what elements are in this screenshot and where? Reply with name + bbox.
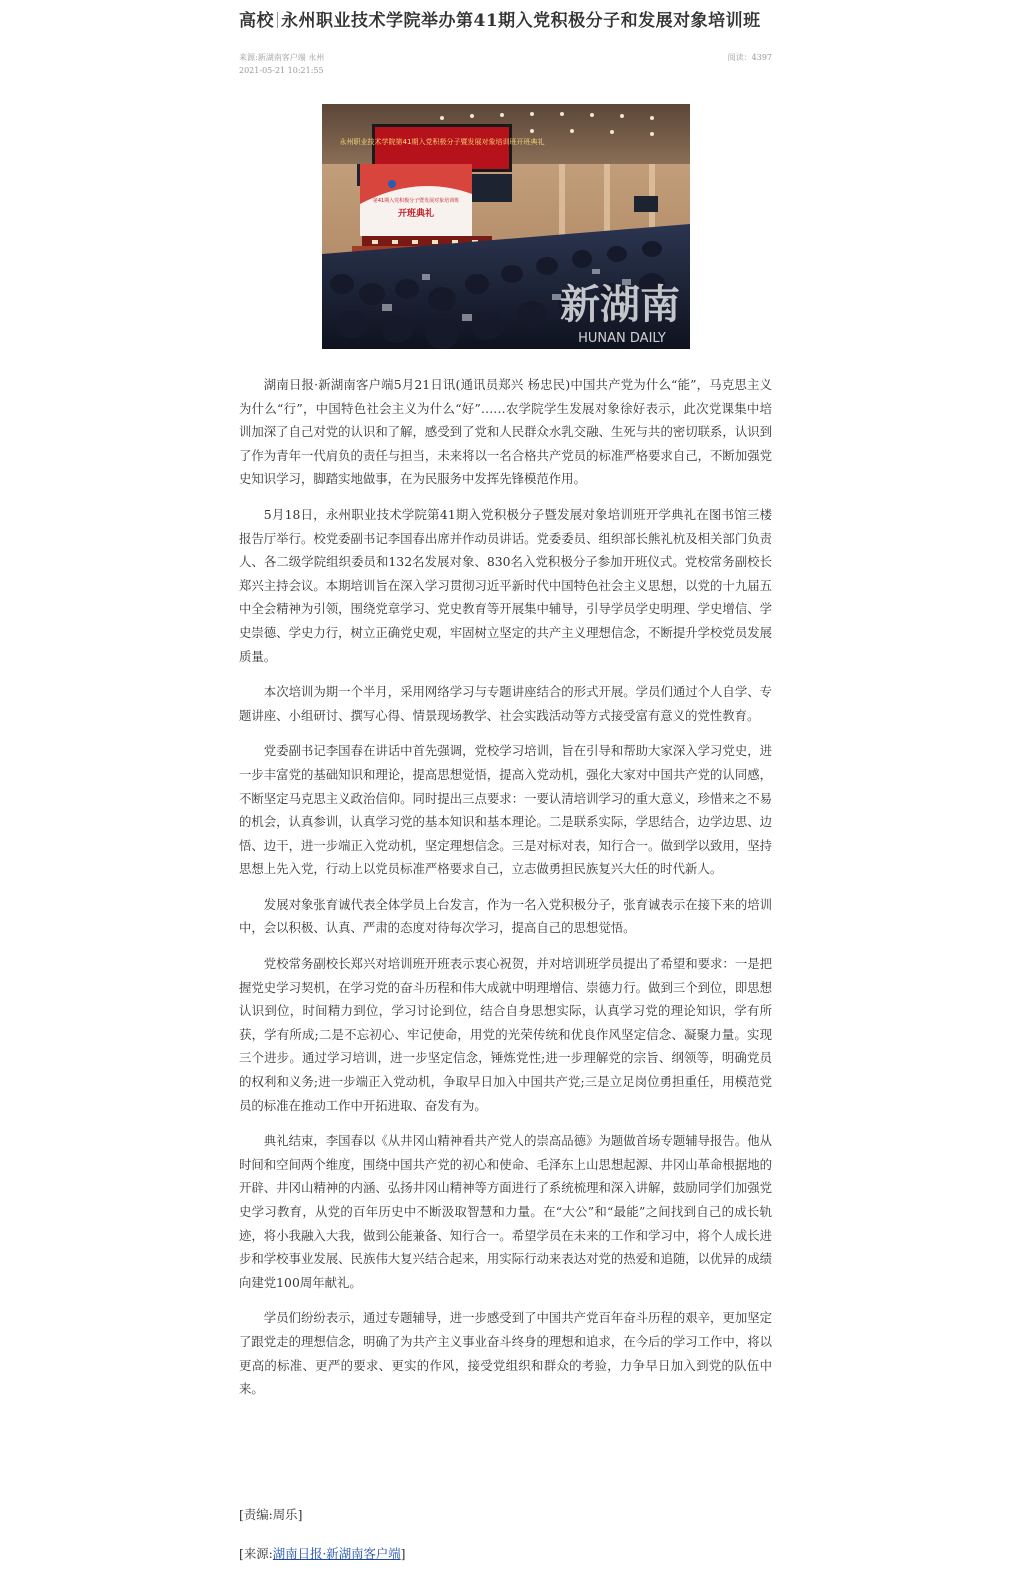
- banner-text: 永州职业技术学院第41期入党积极分子暨发展对象培训班开班典礼: [339, 138, 545, 146]
- screen-line-2: 开班典礼: [397, 209, 435, 219]
- article-meta: [239, 51, 772, 79]
- watermark-english: HUNAN DAILY: [578, 331, 666, 346]
- body-paragraph: 本次培训为期一个半月，采用网络学习与专题讲座结合的形式开展。学员们通过个人自学、专题讲座、小组研讨、撰写心得、情景现场教学、社会实践活动等方式接受富有意义的党性教育。: [239, 684, 772, 723]
- editor-credit: [责编:周乐]: [239, 1507, 303, 1522]
- title-text: 永州职业技术学院举办第41期入党积极分子和发展对象培训班: [281, 11, 761, 31]
- meta-left: [239, 51, 324, 77]
- photo-illustration: [322, 104, 690, 349]
- article-body: [239, 373, 772, 1413]
- body-paragraph: 湖南日报·新湖南客户端5月21日讯(通讯员郑兴 杨忠民)中国共产党为什么“能”，马克思主义为什么“行”，中国特色社会主义为什么“好”……农学院学生发展对象徐好表示，此次党课集中培训加深了自己对党的认识和了解，感受到了党和人民群众水乳交融、生死与共的密切联系，认识到了作为青年一代肩负的责任与担当，未来将以一名合格共产党员的标准严格要求自己，不断加强党史知识学习，脚踏实地做事，在为民服务中发挥先锋模范作用。: [239, 377, 772, 487]
- source-prefix: [来源:: [239, 1546, 273, 1561]
- body-paragraph: 发展对象张育诚代表全体学员上台发言，作为一名入党积极分子，张育诚表示在接下来的培训中，会以积极、认真、严肃的态度对待每次学习，提高自己的思想觉悟。: [239, 896, 772, 936]
- source-credit: [239, 1544, 406, 1562]
- body-paragraph: 党校常务副校长郑兴对培训班开班表示衷心祝贺，并对培训班学员提出了希望和要求：一是把握党史学习契机，在学习党的奋斗历程和伟大成就中明理增信、崇德力行。做到三个到位，即思想认识到位，时间精力到位，学习讨论到位，结合自身思想实际，认真学习党的理论知识，学有所获，学有所成;二是不忘初心、牢记使命，用党的光荣传统和优良作风坚定信念、凝聚力量。实现三个进步。通过学习培训，进一步坚定信念，锤炼党性;进一步理解党的宗旨、纲领等，明确党员的权利和义务;进一步端正入党动机，争取早日加入中国共产党;三是立足岗位勇担重任，用模范党员的标准在推动工作中开拓进取、奋发有为。: [239, 956, 772, 1113]
- watermark-logo: 新湖南: [560, 281, 680, 328]
- category-label: 高校: [239, 11, 274, 31]
- article-title: [239, 10, 772, 32]
- body-paragraph: 学员们纷纷表示，通过专题辅导，进一步感受到了中国共产党百年奋斗历程的艰辛，更加坚定了跟党走的理想信念，明确了为共产主义事业奋斗终身的理想和追求，在今后的学习工作中，将以更高的标准、更严的要求、更实的作风，接受党组织和群众的考验，力争早日加入到党的队伍中来。: [239, 1310, 772, 1397]
- body-paragraph: 党委副书记李国春在讲话中首先强调，党校学习培训，旨在引导和帮助大家深入学习党史，进一步丰富党的基础知识和理论，提高思想觉悟，提高入党动机，强化大家对中国共产党的认同感，不断坚定马克思主义政治信仰。同时提出三点要求：一要认清培训学习的重大意义，珍惜来之不易的机会，认真参训，认真学习党的基本知识和基本理论。二是联系实际，学思结合，边学边思、边悟、边干，进一步端正入党动机，坚定理想信念。三是对标对表，知行合一。做到学以致用，坚持思想上先入党，行动上以党员标准严格要求自己，立志做勇担民族复兴大任的时代新人。: [239, 743, 772, 877]
- title-divider: [277, 12, 278, 28]
- body-paragraph: 典礼结束，李国春以《从井冈山精神看共产党人的崇高品德》为题做首场专题辅导报告。他从时间和空间两个维度，围绕中国共产党的初心和使命、毛泽东上山思想起源、井冈山革命根据地的开辟、井冈山精神的内涵、弘扬井冈山精神等方面进行了系统梳理和深入讲解，鼓励同学们加强党史学习教育，从党的百年历史中不断汲取智慧和力量。在“大公”和“最能”之间找到自己的成长轨迹，将小我融入大我，做到公能兼备、知行合一。希望学员在未来的工作和学习中，将个人成长进步和学校事业发展、民族伟大复兴结合起来，用实际行动来表达对党的热爱和追随，以优异的成绩向建党100周年献礼。: [239, 1133, 772, 1290]
- screen-line-1: 第41期入党积极分子暨发展对象培训班: [372, 198, 460, 204]
- publish-datetime: 2021-05-21 10:21:55: [239, 66, 324, 75]
- read-count: 阅读：4397: [727, 53, 772, 62]
- article-header: [239, 0, 772, 79]
- source-suffix: ]: [400, 1546, 406, 1561]
- body-paragraph: 5月18日，永州职业技术学院第41期入党积极分子暨发展对象培训班开学典礼在图书馆三楼报告厅举行。校党委副书记李国春出席并作动员讲话。党委委员、组织部长熊礼杭及相关部门负责人、各二级学院组织委员和132名发展对象、830名入党积极分子参加开班仪式。党校常务副校长郑兴主持会议。本期培训旨在深入学习贯彻习近平新时代中国特色社会主义思想，以党的十九届五中全会精神为引领，围绕党章学习、党史教育等开展集中辅导，引导学员学史明理、学史增信、学史崇德、学史力行，树立正确党史观，牢固树立坚定的共产主义理想信念，不断提升学校党员发展质量。: [239, 506, 772, 664]
- source-line: 来源:新湖南客户端 永州: [239, 53, 325, 62]
- article-photo: [322, 104, 690, 349]
- source-link[interactable]: 湖南日报·新湖南客户端: [272, 1546, 401, 1561]
